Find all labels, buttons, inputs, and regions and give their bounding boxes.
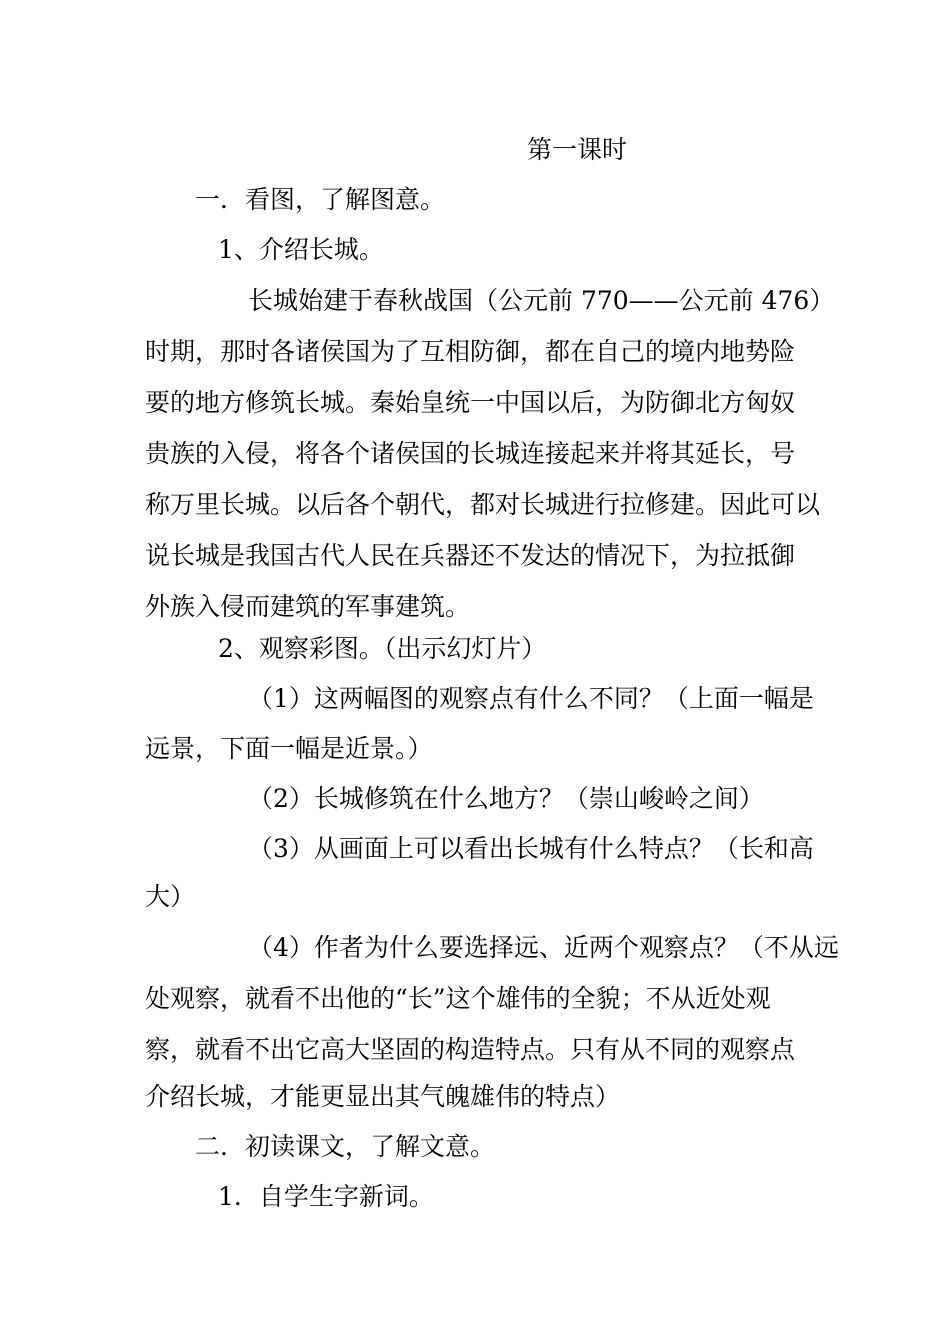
paragraph-line-6: 说长城是我国古代人民在兵器还不发达的情况下，为拉抵御 bbox=[145, 541, 796, 570]
paragraph-line-3: 要的地方修筑长城。秦始皇统一中国以后，为防御北方匈奴 bbox=[145, 388, 796, 417]
question-4-line-4: 介绍长城，才能更显出其气魄雄伟的特点） bbox=[145, 1082, 621, 1111]
question-3-line-2: 大） bbox=[145, 882, 196, 911]
question-4-line-1: （4）作者为什么要选择远、近两个观察点？（不从远 bbox=[248, 933, 839, 962]
item-1-label: 1、介绍长城。 bbox=[218, 235, 384, 264]
lesson-title: 第一课时 bbox=[527, 135, 628, 164]
paragraph-line-1: 长城始建于春秋战国（公元前 770——公元前 476） bbox=[248, 286, 835, 315]
paragraph-line-2: 时期，那时各诸侯国为了互相防御，都在自己的境内地势险 bbox=[145, 337, 796, 366]
question-1-line-1: （1）这两幅图的观察点有什么不同？（上面一幅是 bbox=[248, 684, 814, 713]
item-2-label: 2、观察彩图。（出示幻灯片） bbox=[218, 634, 547, 663]
question-4-line-3: 察，就看不出它高大坚固的构造特点。只有从不同的观察点 bbox=[145, 1035, 796, 1064]
question-1-line-2: 远景，下面一幅是近景。） bbox=[145, 734, 433, 763]
section-2-heading: 二．初读课文，了解文意。 bbox=[195, 1132, 496, 1161]
section-2-item-1: 1．自学生字新词。 bbox=[218, 1182, 434, 1211]
paragraph-line-4: 贵族的入侵，将各个诸侯国的长城连接起来并将其延长，号 bbox=[145, 439, 796, 468]
paragraph-line-7: 外族入侵而建筑的军事建筑。 bbox=[145, 592, 471, 621]
question-3-line-1: （3）从画面上可以看出长城有什么特点？（长和高 bbox=[248, 834, 814, 863]
question-2-line-1: （2）长城修筑在什么地方？（崇山峻岭之间） bbox=[248, 784, 764, 813]
question-4-line-2: 处观察，就看不出他的“长”这个雄伟的全貌；不从近处观 bbox=[145, 984, 771, 1013]
paragraph-line-5: 称万里长城。以后各个朝代，都对长城进行拉修建。因此可以 bbox=[145, 490, 821, 519]
section-1-heading: 一．看图，了解图意。 bbox=[195, 185, 446, 214]
